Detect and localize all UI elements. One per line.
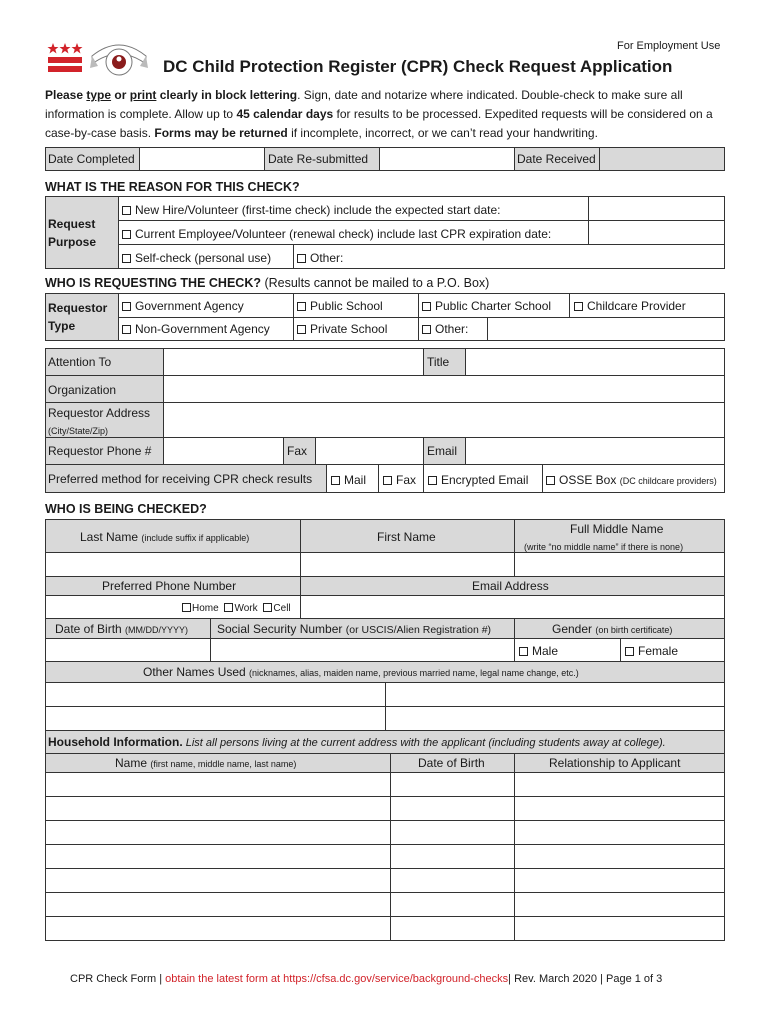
other-name-field-3[interactable] — [45, 706, 386, 731]
fax-label: Fax — [287, 444, 308, 458]
first-name-field[interactable] — [300, 552, 515, 577]
household-relationship-field[interactable] — [514, 820, 725, 845]
for-employment-use: For Employment Use — [617, 40, 721, 52]
household-name-field[interactable] — [45, 796, 391, 821]
household-relationship-field[interactable] — [514, 868, 725, 893]
request-purpose-label-1: Request — [48, 217, 96, 231]
intro-paragraph: Please type or print clearly in block lettering. Sign, date and notarize where indicated. Double-check to make sure all information is complete. Allow up to 45 calendar days for results to be processed. Expedited requests will be considered on a case-by-case basis. Forms may be returned if incomplete, incorrect, or we can’t read your handwriting. — [45, 88, 713, 140]
gov-agency-text: Government Agency — [135, 299, 244, 313]
method-mail-option[interactable] — [331, 473, 366, 487]
address-note: (City/State/Zip) — [48, 426, 109, 436]
org-label: Organization — [48, 383, 117, 397]
method-fax-option[interactable] — [383, 473, 416, 487]
expiration-date-field[interactable] — [588, 220, 725, 245]
last-name-field[interactable] — [45, 552, 301, 577]
cfsa-seal-logo — [88, 38, 150, 78]
household-name-field[interactable] — [45, 868, 391, 893]
attention-field[interactable] — [163, 348, 424, 376]
household-dob-field[interactable] — [390, 796, 515, 821]
household-dob-field[interactable] — [390, 868, 515, 893]
household-relationship-field[interactable] — [514, 772, 725, 797]
pref-phone-label: Preferred Phone Number — [102, 579, 237, 593]
charter-school-option[interactable] — [422, 299, 551, 313]
email-field[interactable] — [465, 437, 725, 465]
new-hire-checkbox[interactable] — [122, 206, 131, 215]
household-relationship-field[interactable] — [514, 916, 725, 941]
household-name-field[interactable] — [45, 892, 391, 917]
req-other-checkbox[interactable] — [422, 325, 431, 334]
dob-field[interactable] — [45, 638, 211, 662]
female-option[interactable] — [625, 644, 678, 658]
middle-name-note: (write “no middle name” if there is none) — [524, 542, 684, 552]
method-email-checkbox[interactable] — [428, 476, 437, 485]
date-completed-label: Date Completed — [48, 152, 135, 166]
household-relationship-field[interactable] — [514, 892, 725, 917]
hh-dob-label: Date of Birth — [418, 756, 485, 770]
other-names-label: Other Names Used (nicknames, alias, maiden name, previous married name, legal name change, etc.) — [143, 665, 579, 679]
self-check-text: Self-check (personal use) — [135, 251, 272, 265]
address-field[interactable] — [163, 402, 725, 438]
private-school-option[interactable] — [297, 322, 387, 336]
address-label: Requestor Address — [48, 406, 151, 420]
childcare-option[interactable] — [574, 299, 686, 313]
reason-other-option[interactable] — [297, 251, 343, 265]
work-text: Work — [234, 603, 258, 614]
nongov-agency-checkbox[interactable] — [122, 325, 131, 334]
method-mail-checkbox[interactable] — [331, 476, 340, 485]
household-relationship-field[interactable] — [514, 844, 725, 869]
requestor-type-label-2: Type — [48, 319, 76, 333]
date-received-field — [599, 147, 725, 171]
requester-heading: WHO IS REQUESTING THE CHECK? (Results cannot be mailed to a P.O. Box) — [45, 276, 490, 290]
footer — [70, 972, 662, 986]
date-resubmitted-field[interactable] — [379, 147, 515, 171]
footer-link[interactable]: obtain the latest form at https://cfsa.dc.gov/service/background-checks — [165, 973, 509, 985]
checked-heading: WHO IS BEING CHECKED? — [45, 502, 207, 516]
req-other-option[interactable] — [422, 322, 468, 336]
reason-other-field[interactable] — [293, 244, 725, 269]
org-field[interactable] — [163, 375, 725, 403]
household-relationship-field[interactable] — [514, 796, 725, 821]
method-mail-text: Mail — [344, 473, 367, 487]
gov-agency-checkbox[interactable] — [122, 302, 131, 311]
cell-checkbox[interactable] — [263, 603, 272, 612]
method-fax-checkbox[interactable] — [383, 476, 392, 485]
private-school-checkbox[interactable] — [297, 325, 306, 334]
male-text: Male — [532, 644, 559, 658]
other-name-field-2[interactable] — [385, 682, 725, 707]
new-hire-text: New Hire/Volunteer (first-time check) include the expected start date: — [135, 203, 501, 217]
current-employee-checkbox[interactable] — [122, 230, 131, 239]
phone-type-options — [182, 602, 291, 616]
date-completed-field[interactable] — [139, 147, 265, 171]
method-osse-text: OSSE Box — [559, 473, 617, 487]
gov-agency-option[interactable] — [122, 299, 244, 313]
method-email-text: Encrypted Email — [441, 473, 529, 487]
request-purpose-label-2: Purpose — [48, 235, 97, 249]
charter-school-text: Public Charter School — [435, 299, 552, 313]
gender-label: Gender (on birth certificate) — [552, 622, 673, 636]
dob-label: Date of Birth (MM/DD/YYYY) — [55, 622, 189, 636]
email-label: Email — [427, 444, 458, 458]
reason-other-checkbox[interactable] — [297, 254, 306, 263]
childcare-checkbox[interactable] — [574, 302, 583, 311]
method-fax-text: Fax — [396, 473, 417, 487]
start-date-field[interactable] — [588, 196, 725, 221]
household-dob-field[interactable] — [390, 892, 515, 917]
cell-text: Cell — [273, 603, 291, 614]
fax-field[interactable] — [315, 437, 424, 465]
email-address-label: Email Address — [472, 579, 549, 593]
req-type-other-field[interactable] — [487, 317, 725, 341]
self-check-option[interactable] — [122, 251, 271, 265]
method-label: Preferred method for receiving CPR check results — [48, 472, 313, 486]
male-option[interactable] — [519, 644, 558, 658]
attention-label: Attention To — [48, 355, 112, 369]
household-dob-field[interactable] — [390, 844, 515, 869]
hh-name-label: Name (first name, middle name, last name) — [115, 756, 297, 770]
home-text: Home — [192, 603, 219, 614]
household-name-field[interactable] — [45, 844, 391, 869]
household-dob-field[interactable] — [390, 820, 515, 845]
method-email-option[interactable] — [428, 473, 528, 487]
household-name-field[interactable] — [45, 772, 391, 797]
other-name-field-1[interactable] — [45, 682, 386, 707]
public-school-text: Public School — [310, 299, 383, 313]
new-hire-option[interactable] — [122, 203, 501, 217]
reason-heading: WHAT IS THE REASON FOR THIS CHECK? — [45, 180, 300, 194]
male-checkbox[interactable] — [519, 647, 528, 656]
reason-other-text: Other: — [310, 251, 344, 265]
request-purpose-label-cell — [45, 196, 119, 269]
household-name-field[interactable] — [45, 916, 391, 941]
title-field[interactable] — [465, 348, 725, 376]
middle-name-label: Full Middle Name — [570, 522, 664, 536]
middle-name-field[interactable] — [514, 552, 725, 577]
checked-email-field[interactable] — [300, 595, 725, 619]
female-checkbox[interactable] — [625, 647, 634, 656]
method-osse-checkbox[interactable] — [546, 476, 555, 485]
household-dob-field[interactable] — [390, 916, 515, 941]
work-checkbox[interactable] — [224, 603, 233, 612]
household-name-field[interactable] — [45, 820, 391, 845]
footer-form: CPR Check Form | — [70, 973, 166, 985]
current-employee-text: Current Employee/Volunteer (renewal check) include last CPR expiration date: — [135, 227, 552, 241]
nongov-agency-option[interactable] — [122, 322, 270, 336]
date-received-label: Date Received — [517, 152, 596, 166]
requestor-type-label-1: Requestor — [48, 301, 108, 315]
title-label: Title — [427, 355, 450, 369]
female-text: Female — [638, 644, 679, 658]
method-osse-note: (DC childcare providers) — [619, 476, 717, 486]
ssn-field[interactable] — [210, 638, 515, 662]
first-name-label: First Name — [377, 530, 436, 544]
self-check-checkbox[interactable] — [122, 254, 131, 263]
nongov-agency-text: Non-Government Agency — [135, 322, 270, 336]
household-heading: Household Information. List all persons living at the current address with the applicant (including students away at college). — [48, 735, 666, 749]
charter-school-checkbox[interactable] — [422, 302, 431, 311]
dc-flag-logo — [47, 42, 83, 74]
footer-rev: | Rev. March 2020 | Page 1 of 3 — [508, 973, 663, 985]
current-employee-option[interactable] — [122, 227, 551, 241]
last-name-label: Last Name (include suffix if applicable) — [80, 530, 250, 544]
date-resubmitted-label: Date Re-submitted — [268, 152, 369, 166]
method-osse-option[interactable] — [546, 473, 717, 488]
household-dob-field[interactable] — [390, 772, 515, 797]
page-title: DC Child Protection Register (CPR) Check Request Application — [163, 57, 673, 76]
hh-rel-label: Relationship to Applicant — [549, 756, 681, 770]
ssn-label: Social Security Number (or USCIS/Alien Registration #) — [217, 622, 492, 636]
private-school-text: Private School — [310, 322, 388, 336]
other-name-field-4[interactable] — [385, 706, 725, 731]
phone-label: Requestor Phone # — [48, 444, 152, 458]
home-checkbox[interactable] — [182, 603, 191, 612]
childcare-text: Childcare Provider — [587, 299, 686, 313]
phone-field[interactable] — [163, 437, 284, 465]
public-school-checkbox[interactable] — [297, 302, 306, 311]
req-other-text: Other: — [435, 322, 469, 336]
public-school-option[interactable] — [297, 299, 383, 313]
